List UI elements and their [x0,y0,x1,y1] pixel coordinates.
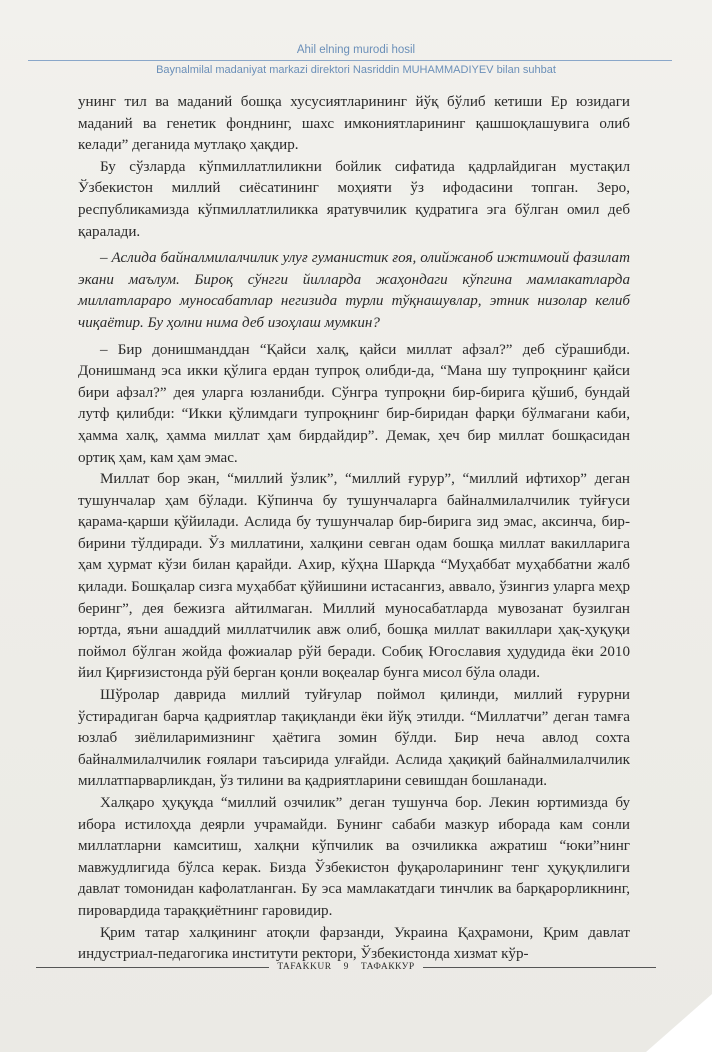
page-corner-fold [646,994,712,1052]
footer-rule-right [423,967,656,968]
article-body [78,92,630,966]
running-header-subtitle: Baynalmilal madaniyat markazi direktori Nasriddin MUHAMMADIYEV bilan suhbat [156,64,556,76]
answer-paragraph-1: – Бир донишманддан “Қайси халқ, қайси миллат афзал?” деб сўрашибди. Донишманд эса икки қўлига ердан тупроқ олибди-да, “Мана шу тупроқнинг қайси бири афзал?” дея уларга юзланибди. Сўнгра тупроқни бир-бирига қўшиб, бундай лутф қилибди: “Икки қўлимдаги тупроқнинг бир-биридан фарқи бўлмагани каби, ҳамма халқ, ҳамма миллат ҳам бирдайдир”. Демак, ҳеч бир миллат бошқасидан ортиқ ҳам, кам ҳам эмас. [78,341,630,466]
paragraph-1: унинг тил ва маданий бошқа хусусиятларининг йўқ бўлиб кетиши Ер юзидаги маданий ва генетик фонднинг, шахс имкониятларининг қашшоқлашувига олиб келади” деганида мутлақо ҳақдир. [78,94,630,154]
page-number: 9 [343,962,349,972]
paragraph-2: Бу сўзларда кўпмиллатлиликни бойлик сифатида қадрлайдиган мустақил Ўзбекистон миллий сиёсатининг моҳияти ўз ифодасини топган. Зеро, республикамизда кўпмиллатлиликка яратувчилик қудратига эга бўлган омил деб қаралади. [78,158,630,240]
interview-question: – Аслида байналмилалчилик улуғ гуманистик ғоя, олийжаноб ижтимоий фазилат экани маълум. Бироқ сўнгги йилларда жаҳондаги кўпгина мамлакатларда миллатлараро муносабатлар негизида турли тўқнашувлар, этник низолар келиб чиқаётир. Бу ҳолни нима деб изоҳлаш мумкин? [78,250,630,331]
answer-paragraph-4: Халқаро ҳуқуқда “миллий озчилик” деган тушунча бор. Лекин юртимизда бу ибора истилоҳда деярли учрамайди. Бунинг сабаби мазкур иборада кам сонли миллатларни камситиш, халқни кўпчилик ва озчиликка ажратиш “юки”нинг мавжудлигида бўлса керак. Бизда Ўзбекистон фуқароларининг тенг ҳуқуқлилиги давлат томонидан кафолатланган. Бу эса мамлакатдаги тинчлик ва барқарорликнинг, пировардида тараққиётнинг гаровидир. [78,795,630,919]
footer-journal-cyrillic: ТАФАККУР [360,962,415,972]
footer-journal-latin: TAFAKKUR [277,962,332,972]
answer-paragraph-5: Қрим татар халқининг атоқли фарзанди, Украина Қаҳрамони, Қрим давлат индустриал-педагогика институти ректори, Ўзбекистонда хизмат кўр- [78,924,630,963]
footer-rule-left [36,967,269,968]
page-footer [36,959,656,975]
answer-paragraph-3: Шўролар даврида миллий туйғулар поймол қилинди, миллий ғурурни ўстирадиган барча қадриятлар тақиқланди ёки йўқ этилди. “Миллатчи” деган тамға юзлаб зиёлиларимизнинг ҳаётига зомин бўлди. Бир неча авлод сохта байналмилалчилик ғоялари таъсирида улғайди. Аслида ҳақиқий байналмилалчилик миллатпарварликдан, ўз тилини ва қадриятларини севишдан бошланади. [78,687,630,790]
running-header-title: Ahil elning murodi hosil [296,44,416,56]
header-rule [28,60,672,61]
answer-paragraph-2: Миллат бор экан, “миллий ўзлик”, “миллий ғурур”, “миллий ифтихор” деган тушунчалар ҳам бўлади. Кўпинча бу тушунчаларга байналмилалчилик туйғуси қарама-қарши қўйилади. Аслида бу тушунчалар бир-бирига зид эмас, аксинча, бир-бирини тўлдиради. Ўз миллатини, халқини севган одам бошқа миллат вакилларига ҳам ҳурмат кўзи билан қарайди. Ахир, кўҳна Шарқда “Муҳаббат муҳаббатни жалб қилади. Бошқалар сизга муҳаббат қўйишини истасангиз, аввало, ўзингиз уларга меҳр беринг”, дея бежизга айтилмаган. Миллий муносабатларда мувозанат бузилган юртда, яъни ашаддий миллатчилик авж олиб, бошқа миллат вакиллари ҳақ-ҳуқуқи поймол бўлган жойда фожиалар рўй беради. Собиқ Югославия ҳудудида ёки 2010 йил Қирғизистонда рўй берган қонли воқеалар бунга мисол бўла олади. [78,471,630,682]
